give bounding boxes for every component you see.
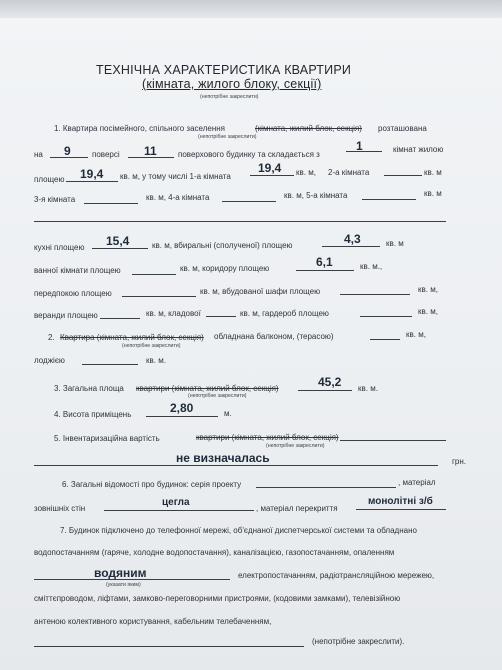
bathroom-label: ванної кімнати площею	[34, 266, 121, 275]
s6-mat: , матеріал	[398, 478, 436, 487]
hall-kvm: кв. м,	[418, 285, 438, 294]
s7-line2: водопостачанням (гаряче, холодне водопостачання), каналізацією, газопостачанням, опаленням	[34, 548, 395, 557]
bath-kvm: кв. м	[386, 239, 404, 248]
s2-note: (непотрібне закреслити)	[122, 343, 181, 349]
kitchen-value: 15,4	[106, 234, 130, 248]
s1-kvm3: кв. м	[424, 189, 442, 198]
s2-kvm: кв. м,	[406, 330, 426, 339]
s1-rooms-label: кімнат жилою	[393, 145, 444, 154]
s5-text-b: квартири (кімната, жилий блок, секція)	[196, 433, 339, 442]
s1-kvm2: кв. м	[424, 168, 442, 177]
corridor-value: 6,1	[316, 255, 333, 269]
s7-line6: (непотрібне закреслити).	[312, 637, 405, 646]
page-title: ТЕХНІЧНА ХАРАКТЕРИСТИКА КВАРТИРИ	[96, 63, 352, 77]
height-value: 2,80	[170, 401, 194, 415]
s1-kvm: кв. м,	[296, 168, 316, 177]
veranda-label: веранди площею	[34, 311, 98, 320]
s1-floors-label: поверхового будинку та складається з	[178, 150, 320, 159]
kitchen-label: кухні площею	[34, 243, 85, 252]
s2-text-b: Квартира (кімната, жилий блок, секція)	[60, 333, 204, 342]
s1-floor-label: поверсі	[92, 150, 120, 159]
s6-walls-label: зовнішніх стін	[34, 504, 86, 513]
bath-label: кв. м, вбиральні (сполученої) площею	[152, 241, 293, 250]
floors-material-value: монолітні з/б	[368, 496, 433, 507]
veranda-kvm: кв. м,	[418, 307, 438, 316]
s1-incl: кв. м, у тому числі 1-а кімната	[120, 172, 231, 181]
s1-text-a: 1. Квартира посімейного, спільного заселення	[54, 124, 225, 133]
walls-value: цегла	[162, 497, 190, 508]
s2-num: 2.	[48, 333, 55, 342]
s1-room4-label: кв. м, 4-а кімната	[146, 193, 210, 202]
s1-text-c: розташована	[378, 124, 427, 133]
s3-text-a: 3. Загальна площа	[54, 384, 124, 393]
s5-note: (непотрібне закреслити)	[266, 443, 325, 449]
inventory-value: не визначалась	[176, 451, 270, 465]
dressing-label: кв. м, гардероб площею	[240, 309, 329, 318]
s4-m: м.	[224, 409, 232, 418]
corridor-kvm: кв. м.,	[360, 262, 383, 271]
page-subtitle: (кімната, жилого блоку, секції)	[142, 77, 322, 91]
wardrobe-label: кв. м, вбудованої шафи площею	[200, 287, 321, 296]
s6-text-a: 6. Загальні відомості про будинок: серія проекту	[62, 480, 242, 489]
room1-value: 19,4	[258, 161, 282, 175]
s7-line4: сміттєпроводом, ліфтами, замково-переговорними пристроями, (кодовими замками), телевізійною	[34, 594, 401, 603]
corridor-label: кв. м, коридору площею	[180, 264, 270, 273]
s6-floor-mat: , матеріал перекриття	[256, 504, 338, 513]
scan-shadow	[0, 0, 502, 18]
s5-text-a: 5. Інвентаризаційна вартість	[54, 434, 160, 443]
s1-note: (непотрібне закреслити)	[198, 134, 257, 140]
s7-line1: 7. Будинок підключено до телефонної мережі, об'єднаної диспетчерської системи та обладнано	[60, 526, 417, 535]
s1-room2-label: 2-а кімната	[328, 168, 370, 177]
s1-room3-label: 3-я кімната	[34, 195, 76, 204]
s2-kvm2: кв. м.	[146, 356, 166, 365]
s5-grn: грн.	[452, 457, 467, 466]
hall-label: передпокою площею	[34, 289, 112, 298]
pantry-label: кв. м, кладової	[146, 309, 201, 318]
s3-note: (непотрібне закреслити)	[188, 393, 247, 399]
heating-value: водяним	[94, 566, 147, 580]
floors-value: 11	[144, 144, 157, 158]
toilet-value: 4,3	[344, 232, 361, 246]
s4-text: 4. Висота приміщень	[54, 410, 132, 419]
s7-heat-note: (указати яким)	[106, 582, 141, 588]
s1-area-label: площею	[34, 175, 65, 184]
living-area-value: 19,4	[80, 167, 104, 181]
floor-value: 9	[64, 144, 71, 158]
s1-na: на	[34, 150, 43, 159]
s7-line5: антеною колективного користування, кабельним телебаченням,	[34, 617, 272, 626]
s2-text-c: обладнана балконом, (терасою)	[214, 332, 334, 341]
rooms-value: 1	[356, 139, 363, 153]
s3-text-b: квартири (кімната, жилий блок, секція)	[136, 384, 279, 393]
s2-lodge: лоджією	[34, 356, 65, 365]
title-note: (непотрібне закреслити)	[200, 94, 259, 100]
total-area-value: 45,2	[318, 375, 342, 389]
s1-room5-label: кв. м, 5-а кімната	[284, 191, 348, 200]
s7-line3: електропостачанням, радіотрансляційною мережею,	[238, 571, 435, 580]
s1-text-b: (кімната, жилий блок, секція)	[255, 124, 362, 133]
s3-kvm: кв. м.	[358, 384, 378, 393]
